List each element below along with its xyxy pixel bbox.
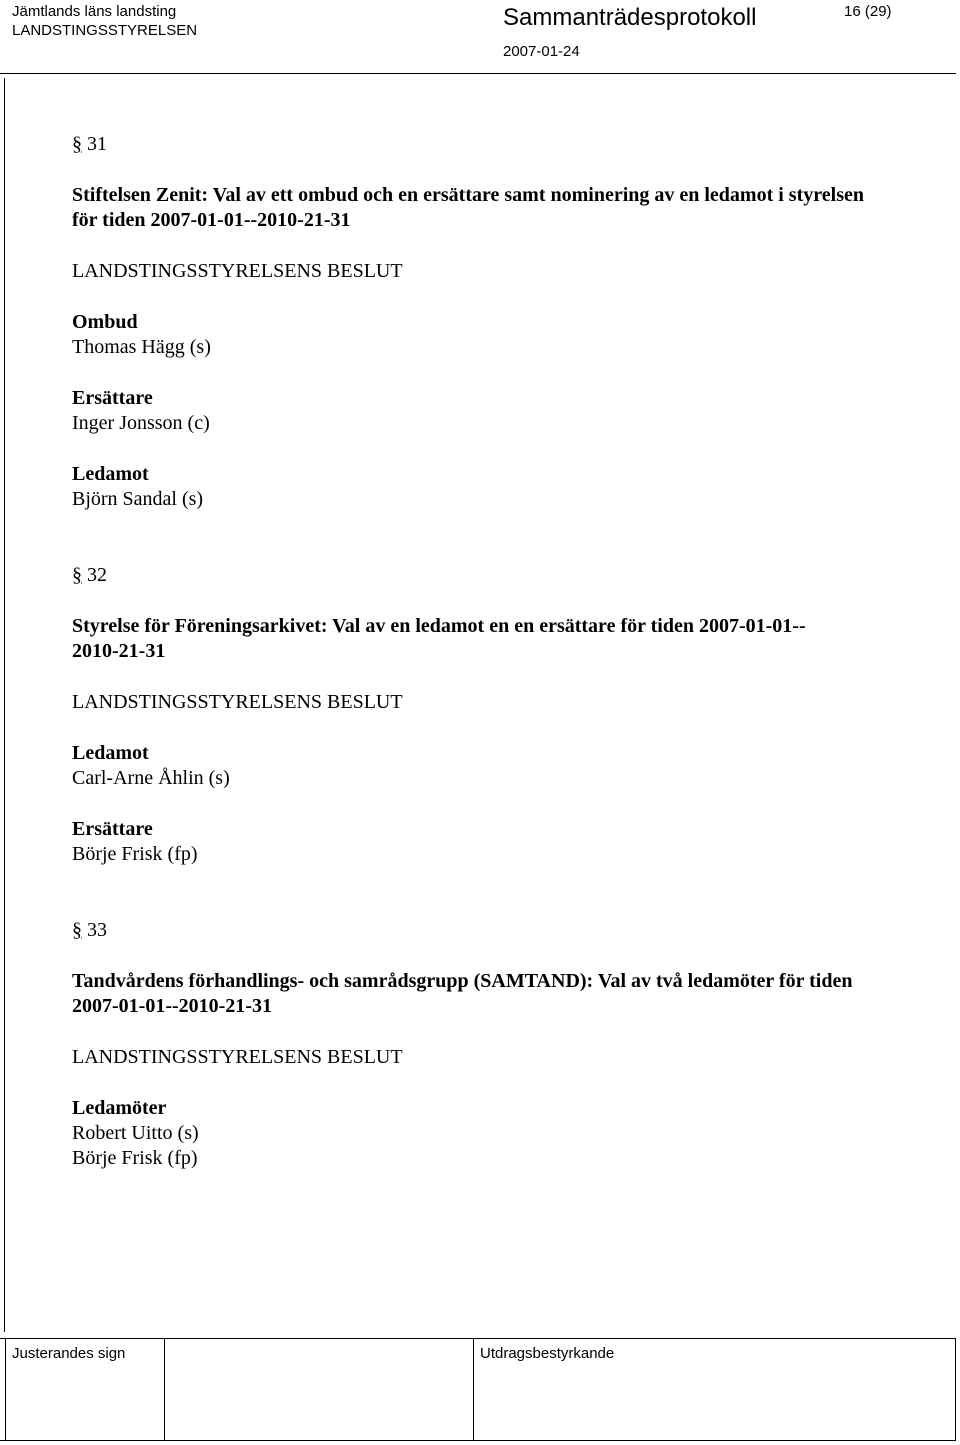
member-name: Carl-Arne Åhlin (s) xyxy=(72,767,230,789)
meeting-date: 2007-01-24 xyxy=(503,43,580,60)
decision-heading: LANDSTINGSSTYRELSENS BESLUT xyxy=(72,1046,403,1068)
footer-divider xyxy=(5,1338,6,1441)
header-rule xyxy=(0,73,956,74)
section-31 xyxy=(72,132,932,512)
role-label: Ersättare xyxy=(72,387,153,409)
footer-bottom-rule xyxy=(0,1440,956,1441)
member-name: Björn Sandal (s) xyxy=(72,488,204,510)
role-label: Ombud xyxy=(72,311,138,333)
organization-name: Jämtlands läns landsting xyxy=(12,3,177,20)
member-name: Thomas Hägg (s) xyxy=(72,336,211,358)
role-label: Ledamot xyxy=(72,742,149,764)
footer-top-rule xyxy=(0,1338,956,1339)
decision-heading: LANDSTINGSSTYRELSENS BESLUT xyxy=(72,260,403,282)
member-name: Inger Jonsson (c) xyxy=(72,412,210,434)
paragraph-number: § 32 xyxy=(72,564,107,586)
decision-heading: LANDSTINGSSTYRELSENS BESLUT xyxy=(72,691,403,713)
item-title: för tiden 2007-01-01--2010-21-31 xyxy=(72,209,351,231)
member-name: Börje Frisk (fp) xyxy=(72,843,198,865)
item-title: Styrelse för Föreningsarkivet: Val av en ledamot en en ersättare för tiden 2007-01-01-- xyxy=(72,615,806,637)
footer-divider xyxy=(164,1338,165,1441)
signature-label: Justerandes sign xyxy=(12,1345,126,1362)
role-label: Ersättare xyxy=(72,818,153,840)
certification-label: Utdragsbestyrkande xyxy=(480,1345,615,1362)
left-margin-rule xyxy=(4,78,5,1332)
role-label: Ledamot xyxy=(72,463,149,485)
item-title: 2010-21-31 xyxy=(72,640,166,662)
member-name: Robert Uitto (s) xyxy=(72,1122,199,1144)
unit-name: LANDSTINGSSTYRELSEN xyxy=(12,22,198,39)
role-label: Ledamöter xyxy=(72,1097,167,1119)
footer-divider xyxy=(473,1338,474,1441)
page-number: 16 (29) xyxy=(844,3,892,20)
document-title: Sammanträdesprotokoll xyxy=(503,4,757,31)
member-name: Börje Frisk (fp) xyxy=(72,1147,198,1169)
item-title: 2007-01-01--2010-21-31 xyxy=(72,995,272,1017)
protocol-body xyxy=(72,132,932,1171)
item-title: Stiftelsen Zenit: Val av ett ombud och en ersättare samt nominering av en ledamot i styrelsen xyxy=(72,184,864,206)
paragraph-number: § 33 xyxy=(72,919,107,941)
footer-divider xyxy=(955,1338,956,1441)
section-32 xyxy=(72,563,932,867)
item-title: Tandvårdens förhandlings- och samrådsgrupp (SAMTAND): Val av två ledamöter för tiden xyxy=(72,970,853,992)
paragraph-number: § 31 xyxy=(72,133,107,155)
section-33 xyxy=(72,918,932,1171)
